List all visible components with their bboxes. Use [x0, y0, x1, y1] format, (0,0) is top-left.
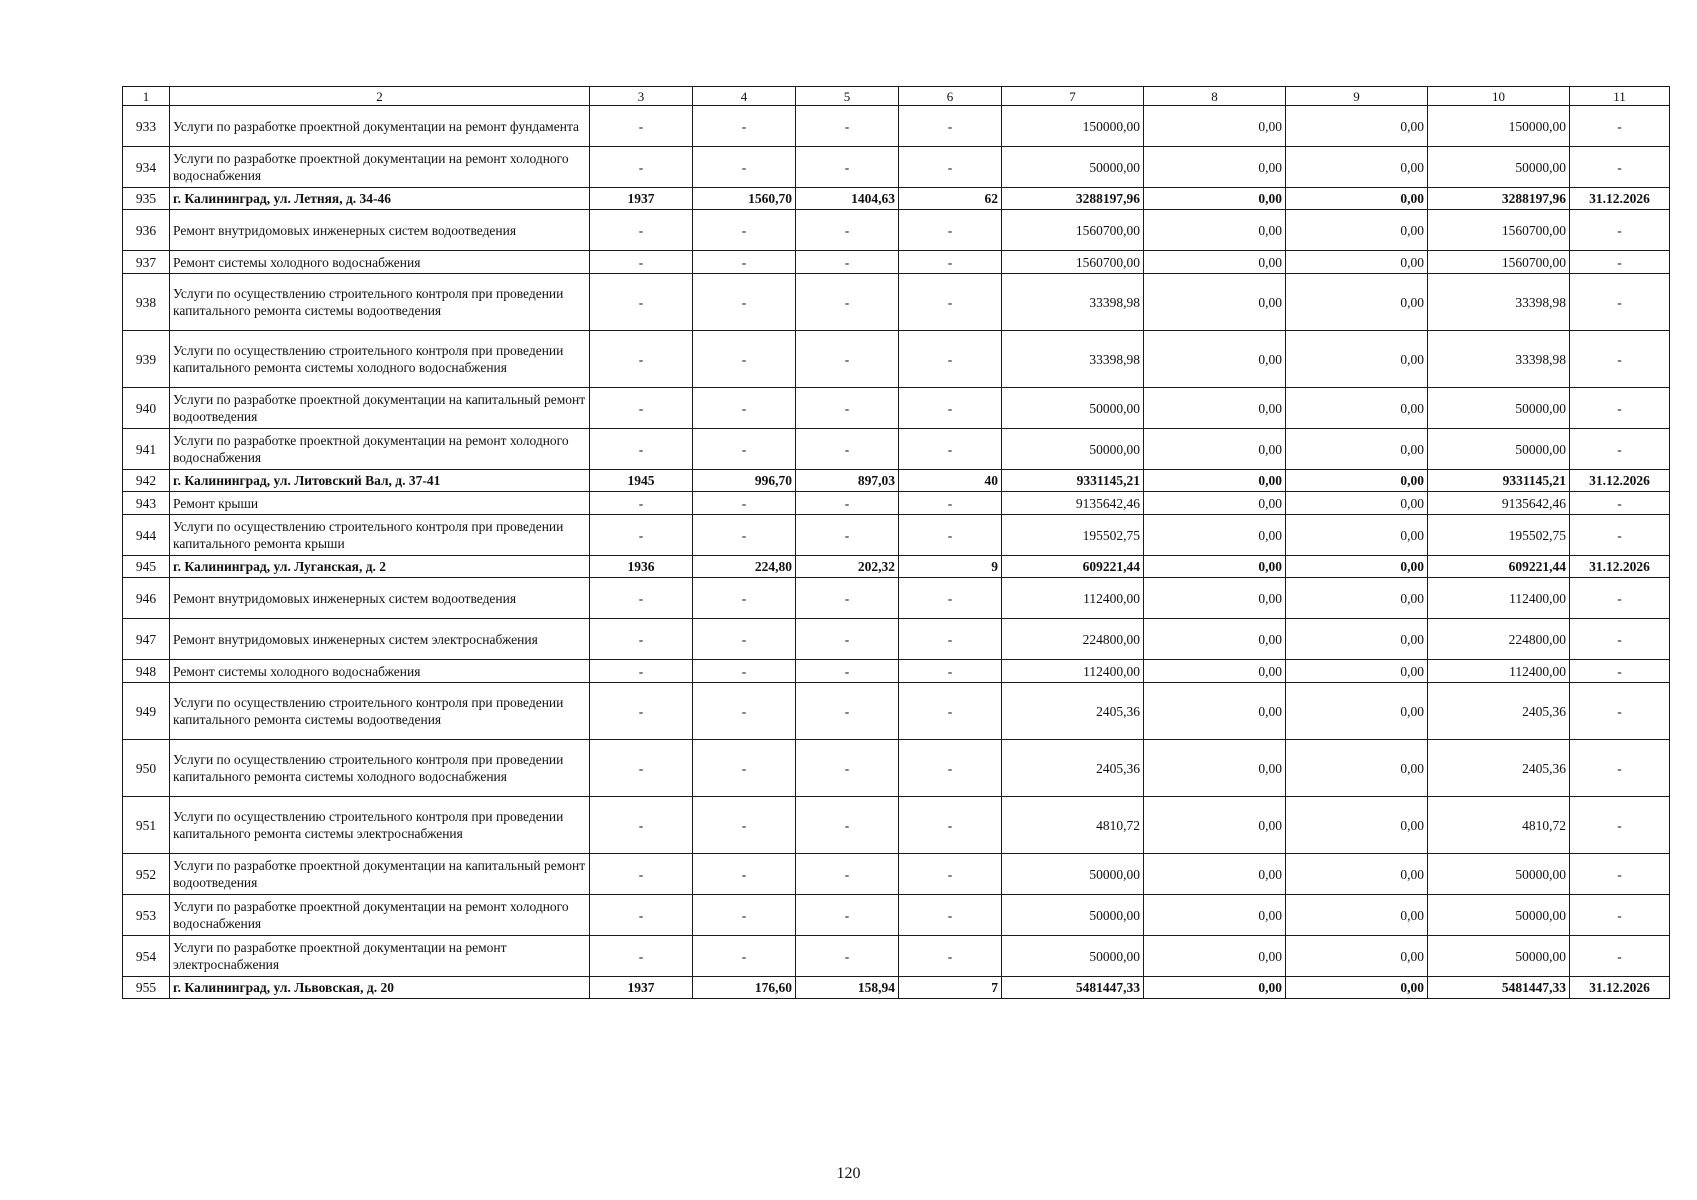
work-item-row: [123, 388, 1670, 429]
cell-col-10: 2405,36: [1428, 740, 1570, 797]
cell-col-8: 0,00: [1144, 210, 1286, 251]
cell-col-4: -: [693, 388, 796, 429]
cell-col-10: 224800,00: [1428, 619, 1570, 660]
row-number: 934: [123, 147, 170, 188]
cell-col-10: 609221,44: [1428, 556, 1570, 578]
work-description: Ремонт системы холодного водоснабжения: [170, 251, 590, 274]
cell-col-5: -: [796, 515, 899, 556]
cell-col-4: 1560,70: [693, 188, 796, 210]
cell-col-5: -: [796, 797, 899, 854]
cell-col-6: -: [899, 388, 1002, 429]
cell-col-7: 33398,98: [1002, 274, 1144, 331]
cell-col-3: -: [590, 797, 693, 854]
cell-col-4: -: [693, 147, 796, 188]
column-number-header: 6: [899, 87, 1002, 106]
work-item-row: [123, 147, 1670, 188]
cell-col-6: -: [899, 797, 1002, 854]
cell-col-5: 1404,63: [796, 188, 899, 210]
work-description: Ремонт внутридомовых инженерных систем водоотведения: [170, 578, 590, 619]
column-number-header-row: [123, 87, 1670, 106]
row-number: 937: [123, 251, 170, 274]
cell-col-8: 0,00: [1144, 977, 1286, 999]
cell-col-8: 0,00: [1144, 740, 1286, 797]
cell-col-9: 0,00: [1286, 210, 1428, 251]
row-number: 955: [123, 977, 170, 999]
cell-col-4: -: [693, 274, 796, 331]
work-description: Ремонт системы холодного водоснабжения: [170, 660, 590, 683]
page-number: 120: [836, 1165, 861, 1182]
work-description: Услуги по разработке проектной документации на ремонт холодного водоснабжения: [170, 147, 590, 188]
cell-col-9: 0,00: [1286, 388, 1428, 429]
row-number: 936: [123, 210, 170, 251]
work-item-row: [123, 492, 1670, 515]
row-number: 945: [123, 556, 170, 578]
work-description: Услуги по осуществлению строительного контроля при проведении капитального ремонта системы холодного водоснабжения: [170, 740, 590, 797]
cell-col-3: 1945: [590, 470, 693, 492]
cell-col-9: 0,00: [1286, 740, 1428, 797]
cell-col-7: 50000,00: [1002, 429, 1144, 470]
cell-col-8: 0,00: [1144, 147, 1286, 188]
cell-col-5: 158,94: [796, 977, 899, 999]
cell-col-7: 9135642,46: [1002, 492, 1144, 515]
cell-col-11: -: [1570, 147, 1670, 188]
work-item-row: [123, 274, 1670, 331]
cell-col-6: 7: [899, 977, 1002, 999]
cell-col-8: 0,00: [1144, 331, 1286, 388]
cell-col-7: 609221,44: [1002, 556, 1144, 578]
cell-col-10: 50000,00: [1428, 388, 1570, 429]
work-item-row: [123, 619, 1670, 660]
cell-col-6: -: [899, 515, 1002, 556]
work-item-row: [123, 740, 1670, 797]
cell-col-10: 112400,00: [1428, 578, 1570, 619]
cell-col-7: 150000,00: [1002, 106, 1144, 147]
work-item-row: [123, 854, 1670, 895]
cell-col-9: 0,00: [1286, 977, 1428, 999]
work-item-row: [123, 251, 1670, 274]
capital-repair-table: [122, 86, 1670, 999]
cell-col-5: -: [796, 854, 899, 895]
cell-col-9: 0,00: [1286, 331, 1428, 388]
cell-col-11: -: [1570, 619, 1670, 660]
work-item-row: [123, 797, 1670, 854]
cell-col-3: -: [590, 147, 693, 188]
row-number: 954: [123, 936, 170, 977]
cell-col-4: -: [693, 895, 796, 936]
cell-col-3: 1937: [590, 188, 693, 210]
cell-col-5: -: [796, 740, 899, 797]
cell-col-11: -: [1570, 660, 1670, 683]
cell-col-8: 0,00: [1144, 683, 1286, 740]
cell-col-4: -: [693, 578, 796, 619]
column-number-header: 1: [123, 87, 170, 106]
work-item-row: [123, 895, 1670, 936]
cell-col-6: -: [899, 429, 1002, 470]
work-description: Услуги по осуществлению строительного контроля при проведении капитального ремонта системы водоотведения: [170, 274, 590, 331]
row-number: 940: [123, 388, 170, 429]
address-row: [123, 977, 1670, 999]
cell-col-4: -: [693, 619, 796, 660]
cell-col-6: -: [899, 492, 1002, 515]
cell-col-10: 9331145,21: [1428, 470, 1570, 492]
cell-col-11: -: [1570, 515, 1670, 556]
row-number: 933: [123, 106, 170, 147]
cell-col-5: -: [796, 210, 899, 251]
cell-col-11: -: [1570, 740, 1670, 797]
cell-col-5: -: [796, 578, 899, 619]
cell-col-9: 0,00: [1286, 578, 1428, 619]
cell-col-6: -: [899, 578, 1002, 619]
cell-col-4: -: [693, 210, 796, 251]
cell-col-3: -: [590, 683, 693, 740]
cell-col-10: 3288197,96: [1428, 188, 1570, 210]
cell-col-6: 62: [899, 188, 1002, 210]
cell-col-7: 4810,72: [1002, 797, 1144, 854]
cell-col-5: 202,32: [796, 556, 899, 578]
cell-col-3: -: [590, 274, 693, 331]
cell-col-10: 9135642,46: [1428, 492, 1570, 515]
cell-col-8: 0,00: [1144, 797, 1286, 854]
cell-col-6: -: [899, 106, 1002, 147]
cell-col-11: -: [1570, 429, 1670, 470]
cell-col-3: -: [590, 388, 693, 429]
cell-col-11: -: [1570, 388, 1670, 429]
cell-col-8: 0,00: [1144, 429, 1286, 470]
cell-col-3: -: [590, 331, 693, 388]
cell-col-9: 0,00: [1286, 106, 1428, 147]
cell-col-9: 0,00: [1286, 429, 1428, 470]
cell-col-7: 2405,36: [1002, 740, 1144, 797]
address-row: [123, 188, 1670, 210]
cell-col-7: 50000,00: [1002, 854, 1144, 895]
cell-col-7: 3288197,96: [1002, 188, 1144, 210]
cell-col-6: -: [899, 210, 1002, 251]
work-item-row: [123, 331, 1670, 388]
cell-col-9: 0,00: [1286, 660, 1428, 683]
cell-col-6: -: [899, 740, 1002, 797]
cell-col-8: 0,00: [1144, 936, 1286, 977]
row-number: 948: [123, 660, 170, 683]
cell-col-8: 0,00: [1144, 492, 1286, 515]
work-item-row: [123, 578, 1670, 619]
work-description: Услуги по осуществлению строительного контроля при проведении капитального ремонта системы холодного водоснабжения: [170, 331, 590, 388]
cell-col-4: -: [693, 854, 796, 895]
row-number: 951: [123, 797, 170, 854]
cell-col-11: -: [1570, 331, 1670, 388]
row-number: 942: [123, 470, 170, 492]
cell-col-11: -: [1570, 106, 1670, 147]
cell-col-5: -: [796, 274, 899, 331]
cell-col-11: -: [1570, 895, 1670, 936]
cell-col-5: -: [796, 331, 899, 388]
cell-col-3: -: [590, 106, 693, 147]
cell-col-9: 0,00: [1286, 556, 1428, 578]
cell-col-9: 0,00: [1286, 936, 1428, 977]
cell-col-4: -: [693, 740, 796, 797]
cell-col-4: -: [693, 660, 796, 683]
cell-col-7: 224800,00: [1002, 619, 1144, 660]
row-number: 944: [123, 515, 170, 556]
cell-col-5: -: [796, 429, 899, 470]
work-description: Услуги по разработке проектной документации на капитальный ремонт водоотведения: [170, 854, 590, 895]
cell-col-10: 4810,72: [1428, 797, 1570, 854]
cell-col-10: 1560700,00: [1428, 251, 1570, 274]
cell-col-6: -: [899, 936, 1002, 977]
row-number: 943: [123, 492, 170, 515]
address-row: [123, 556, 1670, 578]
column-number-header: 10: [1428, 87, 1570, 106]
cell-col-7: 50000,00: [1002, 147, 1144, 188]
cell-col-9: 0,00: [1286, 895, 1428, 936]
cell-col-4: -: [693, 331, 796, 388]
cell-col-9: 0,00: [1286, 683, 1428, 740]
cell-col-3: -: [590, 515, 693, 556]
row-number: 941: [123, 429, 170, 470]
work-item-row: [123, 210, 1670, 251]
cell-col-3: -: [590, 492, 693, 515]
cell-col-5: -: [796, 660, 899, 683]
cell-col-9: 0,00: [1286, 274, 1428, 331]
cell-col-8: 0,00: [1144, 274, 1286, 331]
cell-col-11: -: [1570, 492, 1670, 515]
work-description: Услуги по разработке проектной документации на ремонт холодного водоснабжения: [170, 429, 590, 470]
work-description: Ремонт внутридомовых инженерных систем водоотведения: [170, 210, 590, 251]
cell-col-4: -: [693, 429, 796, 470]
work-description: Услуги по осуществлению строительного контроля при проведении капитального ремонта крыши: [170, 515, 590, 556]
work-item-row: [123, 515, 1670, 556]
cell-col-3: -: [590, 429, 693, 470]
cell-col-5: -: [796, 936, 899, 977]
cell-col-7: 50000,00: [1002, 895, 1144, 936]
row-number: 953: [123, 895, 170, 936]
cell-col-3: -: [590, 895, 693, 936]
cell-col-11: -: [1570, 683, 1670, 740]
column-number-header: 2: [170, 87, 590, 106]
work-description: Услуги по разработке проектной документации на капитальный ремонт водоотведения: [170, 388, 590, 429]
cell-col-10: 33398,98: [1428, 274, 1570, 331]
cell-col-4: -: [693, 515, 796, 556]
work-description: Ремонт внутридомовых инженерных систем электроснабжения: [170, 619, 590, 660]
cell-col-6: -: [899, 147, 1002, 188]
cell-col-9: 0,00: [1286, 470, 1428, 492]
cell-col-7: 1560700,00: [1002, 251, 1144, 274]
cell-col-10: 33398,98: [1428, 331, 1570, 388]
cell-col-5: 897,03: [796, 470, 899, 492]
column-number-header: 5: [796, 87, 899, 106]
cell-col-8: 0,00: [1144, 854, 1286, 895]
cell-col-7: 112400,00: [1002, 660, 1144, 683]
cell-col-9: 0,00: [1286, 854, 1428, 895]
cell-col-11: 31.12.2026: [1570, 470, 1670, 492]
cell-col-4: -: [693, 106, 796, 147]
cell-col-9: 0,00: [1286, 147, 1428, 188]
cell-col-8: 0,00: [1144, 895, 1286, 936]
cell-col-4: -: [693, 797, 796, 854]
work-item-row: [123, 683, 1670, 740]
cell-col-5: -: [796, 492, 899, 515]
work-description: г. Калининград, ул. Львовская, д. 20: [170, 977, 590, 999]
work-description: Ремонт крыши: [170, 492, 590, 515]
cell-col-7: 1560700,00: [1002, 210, 1144, 251]
cell-col-11: -: [1570, 210, 1670, 251]
cell-col-4: -: [693, 492, 796, 515]
address-row: [123, 470, 1670, 492]
cell-col-9: 0,00: [1286, 492, 1428, 515]
cell-col-7: 195502,75: [1002, 515, 1144, 556]
cell-col-10: 112400,00: [1428, 660, 1570, 683]
cell-col-3: 1937: [590, 977, 693, 999]
cell-col-6: 40: [899, 470, 1002, 492]
work-description: Услуги по разработке проектной документации на ремонт холодного водоснабжения: [170, 895, 590, 936]
cell-col-5: -: [796, 388, 899, 429]
row-number: 950: [123, 740, 170, 797]
row-number: 938: [123, 274, 170, 331]
column-number-header: 7: [1002, 87, 1144, 106]
cell-col-8: 0,00: [1144, 388, 1286, 429]
work-item-row: [123, 429, 1670, 470]
cell-col-6: -: [899, 251, 1002, 274]
cell-col-7: 112400,00: [1002, 578, 1144, 619]
cell-col-11: -: [1570, 936, 1670, 977]
cell-col-11: 31.12.2026: [1570, 977, 1670, 999]
cell-col-3: -: [590, 740, 693, 797]
cell-col-10: 50000,00: [1428, 429, 1570, 470]
cell-col-6: -: [899, 331, 1002, 388]
cell-col-6: -: [899, 274, 1002, 331]
cell-col-7: 2405,36: [1002, 683, 1144, 740]
work-description: Услуги по осуществлению строительного контроля при проведении капитального ремонта системы водоотведения: [170, 683, 590, 740]
cell-col-11: 31.12.2026: [1570, 556, 1670, 578]
cell-col-11: -: [1570, 854, 1670, 895]
work-item-row: [123, 106, 1670, 147]
cell-col-10: 150000,00: [1428, 106, 1570, 147]
cell-col-3: -: [590, 578, 693, 619]
cell-col-8: 0,00: [1144, 188, 1286, 210]
cell-col-8: 0,00: [1144, 106, 1286, 147]
cell-col-5: -: [796, 895, 899, 936]
cell-col-9: 0,00: [1286, 515, 1428, 556]
cell-col-3: -: [590, 660, 693, 683]
row-number: 952: [123, 854, 170, 895]
cell-col-8: 0,00: [1144, 660, 1286, 683]
work-description: Услуги по разработке проектной документации на ремонт фундамента: [170, 106, 590, 147]
work-description: г. Калининград, ул. Луганская, д. 2: [170, 556, 590, 578]
column-number-header: 3: [590, 87, 693, 106]
cell-col-6: 9: [899, 556, 1002, 578]
cell-col-11: -: [1570, 797, 1670, 854]
column-number-header: 4: [693, 87, 796, 106]
cell-col-5: -: [796, 251, 899, 274]
row-number: 939: [123, 331, 170, 388]
cell-col-11: -: [1570, 251, 1670, 274]
work-description: Услуги по осуществлению строительного контроля при проведении капитального ремонта системы электроснабжения: [170, 797, 590, 854]
cell-col-8: 0,00: [1144, 578, 1286, 619]
cell-col-10: 5481447,33: [1428, 977, 1570, 999]
cell-col-3: -: [590, 210, 693, 251]
cell-col-4: 996,70: [693, 470, 796, 492]
work-description: г. Калининград, ул. Литовский Вал, д. 37-41: [170, 470, 590, 492]
column-number-header: 11: [1570, 87, 1670, 106]
cell-col-4: 224,80: [693, 556, 796, 578]
row-number: 949: [123, 683, 170, 740]
work-description: Услуги по разработке проектной документации на ремонт электроснабжения: [170, 936, 590, 977]
cell-col-7: 5481447,33: [1002, 977, 1144, 999]
cell-col-5: -: [796, 106, 899, 147]
cell-col-4: -: [693, 251, 796, 274]
cell-col-8: 0,00: [1144, 556, 1286, 578]
cell-col-10: 2405,36: [1428, 683, 1570, 740]
cell-col-10: 195502,75: [1428, 515, 1570, 556]
row-number: 946: [123, 578, 170, 619]
row-number: 947: [123, 619, 170, 660]
work-item-row: [123, 936, 1670, 977]
row-number: 935: [123, 188, 170, 210]
cell-col-7: 33398,98: [1002, 331, 1144, 388]
cell-col-6: -: [899, 683, 1002, 740]
cell-col-10: 50000,00: [1428, 936, 1570, 977]
cell-col-8: 0,00: [1144, 251, 1286, 274]
work-item-row: [123, 660, 1670, 683]
cell-col-7: 50000,00: [1002, 388, 1144, 429]
cell-col-8: 0,00: [1144, 515, 1286, 556]
cell-col-11: 31.12.2026: [1570, 188, 1670, 210]
cell-col-7: 50000,00: [1002, 936, 1144, 977]
cell-col-3: -: [590, 854, 693, 895]
cell-col-7: 9331145,21: [1002, 470, 1144, 492]
cell-col-6: -: [899, 854, 1002, 895]
cell-col-5: -: [796, 683, 899, 740]
cell-col-10: 50000,00: [1428, 854, 1570, 895]
cell-col-6: -: [899, 660, 1002, 683]
cell-col-6: -: [899, 895, 1002, 936]
cell-col-5: -: [796, 147, 899, 188]
cell-col-9: 0,00: [1286, 188, 1428, 210]
cell-col-8: 0,00: [1144, 470, 1286, 492]
cell-col-3: -: [590, 619, 693, 660]
column-number-header: 8: [1144, 87, 1286, 106]
cell-col-10: 50000,00: [1428, 895, 1570, 936]
cell-col-9: 0,00: [1286, 797, 1428, 854]
cell-col-11: -: [1570, 578, 1670, 619]
cell-col-9: 0,00: [1286, 251, 1428, 274]
cell-col-5: -: [796, 619, 899, 660]
cell-col-4: 176,60: [693, 977, 796, 999]
work-description: г. Калининград, ул. Летняя, д. 34-46: [170, 188, 590, 210]
cell-col-8: 0,00: [1144, 619, 1286, 660]
cell-col-9: 0,00: [1286, 619, 1428, 660]
cell-col-10: 50000,00: [1428, 147, 1570, 188]
column-number-header: 9: [1286, 87, 1428, 106]
cell-col-3: -: [590, 936, 693, 977]
document-page: [122, 86, 1650, 999]
cell-col-10: 1560700,00: [1428, 210, 1570, 251]
cell-col-11: -: [1570, 274, 1670, 331]
cell-col-3: -: [590, 251, 693, 274]
cell-col-6: -: [899, 619, 1002, 660]
cell-col-4: -: [693, 683, 796, 740]
cell-col-4: -: [693, 936, 796, 977]
cell-col-3: 1936: [590, 556, 693, 578]
